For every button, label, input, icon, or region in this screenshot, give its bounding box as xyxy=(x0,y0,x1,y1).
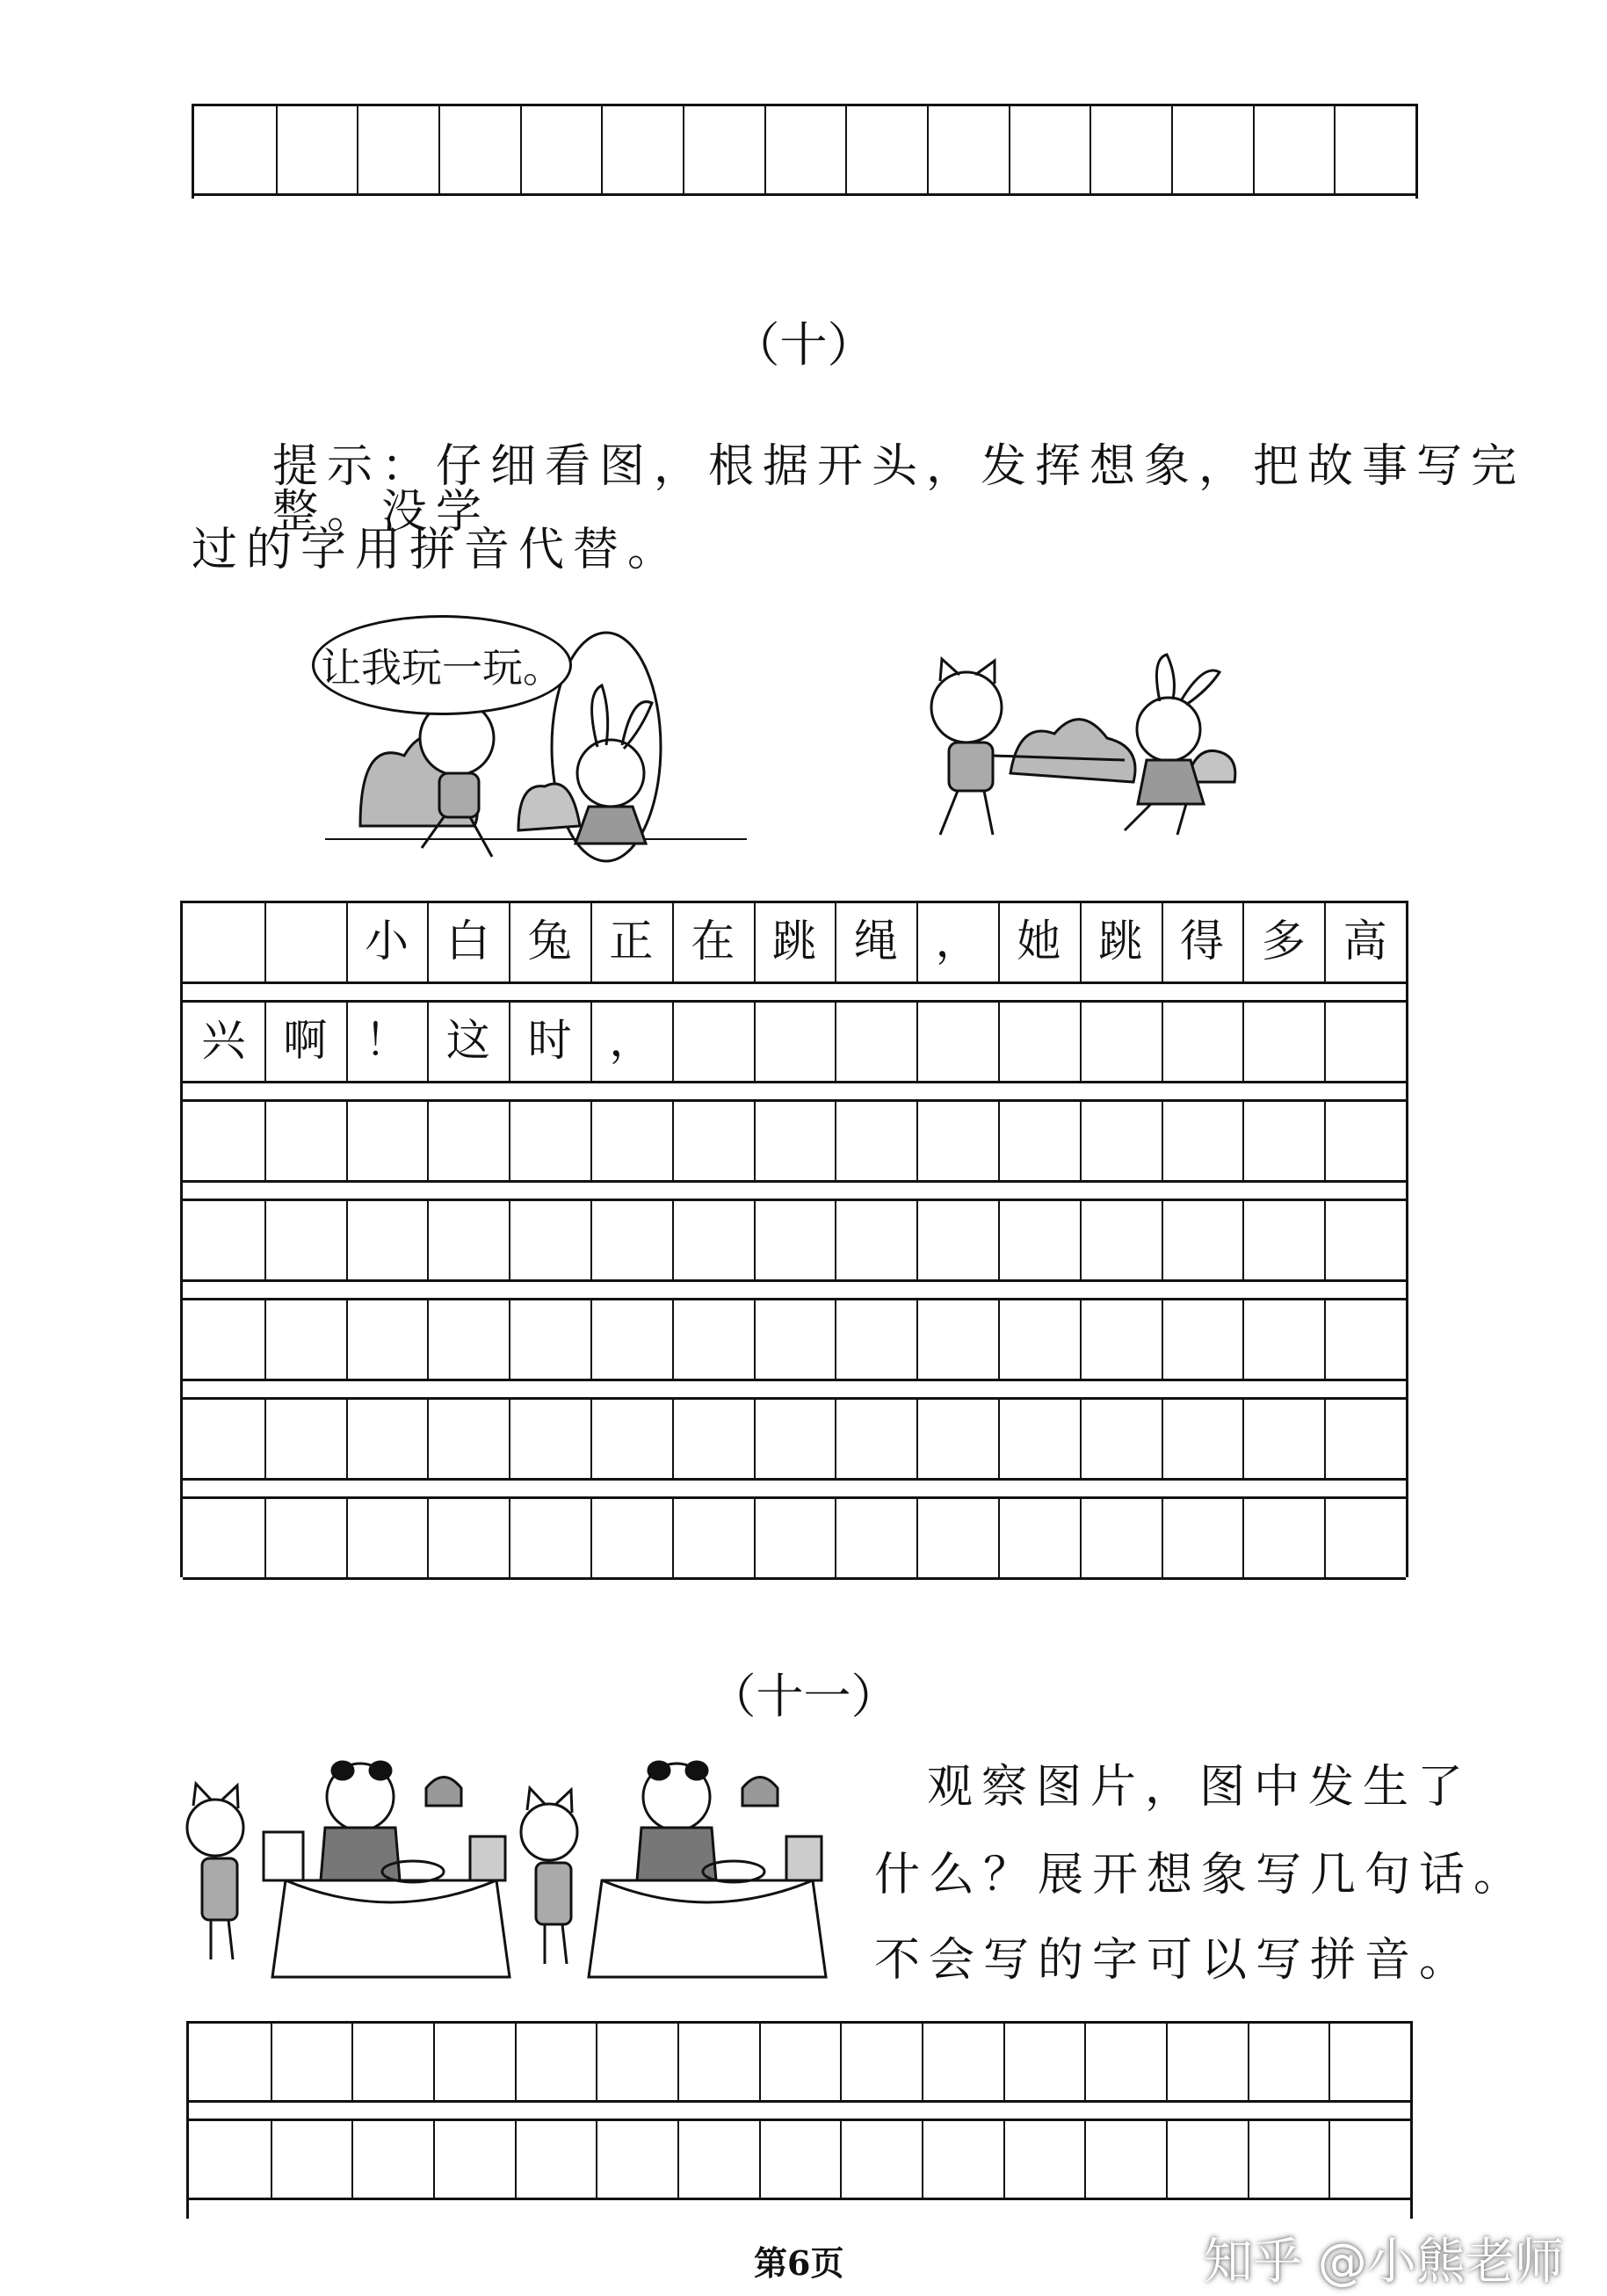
grid-cell[interactable] xyxy=(998,1099,1080,1180)
grid-cell[interactable] xyxy=(601,104,683,193)
grid-cell[interactable] xyxy=(672,1298,754,1379)
grid-cell[interactable] xyxy=(509,1298,590,1379)
grid-cell[interactable] xyxy=(264,1099,346,1180)
grid-cell[interactable] xyxy=(998,1397,1080,1478)
grid-cell[interactable] xyxy=(1324,1496,1406,1577)
grid-cell[interactable] xyxy=(1089,104,1171,193)
section-11-prompt-line2: 什么？展开想象写几句话。 xyxy=(874,1849,1529,1901)
grid-row-bottom-line xyxy=(183,1379,1406,1381)
grid-character: 多 xyxy=(1261,916,1306,967)
grid-cell[interactable] xyxy=(1171,104,1253,193)
grid-cell[interactable] xyxy=(438,104,520,193)
grid-cell[interactable] xyxy=(271,2021,352,2100)
grid-cell[interactable] xyxy=(840,2021,922,2100)
grid-cell[interactable] xyxy=(916,1496,998,1577)
grid-cell[interactable] xyxy=(916,1199,998,1279)
grid-cell[interactable] xyxy=(916,1397,998,1478)
grid-character: 兴 xyxy=(201,1015,246,1066)
grid-cell[interactable] xyxy=(1080,1496,1162,1577)
grid-cell[interactable] xyxy=(759,2119,841,2198)
grid-character: 在 xyxy=(691,916,735,967)
grid-cell[interactable] xyxy=(835,1397,916,1478)
grid-cell[interactable] xyxy=(1242,1397,1324,1478)
grid-cell[interactable] xyxy=(346,1199,428,1279)
grid-cell[interactable] xyxy=(1166,2119,1248,2198)
section-10-heading: （十） xyxy=(732,317,875,373)
grid-cell[interactable] xyxy=(346,1397,428,1478)
grid-cell[interactable] xyxy=(271,2119,352,2198)
grid-cell[interactable] xyxy=(515,2021,597,2100)
section-11-heading: （十一） xyxy=(708,1669,899,1724)
grid-cell[interactable] xyxy=(1324,1199,1406,1279)
grid-cell[interactable] xyxy=(509,1397,590,1478)
grid-cell[interactable] xyxy=(1166,2021,1248,2100)
grid-cell[interactable] xyxy=(189,2021,271,2100)
grid-cell[interactable] xyxy=(835,1298,916,1379)
grid-character: 兔 xyxy=(527,916,572,967)
writing-grid-top xyxy=(192,104,1418,199)
grid-cell[interactable] xyxy=(427,1397,509,1478)
grid-cell[interactable] xyxy=(264,1298,346,1379)
grid-cell[interactable] xyxy=(754,1298,836,1379)
grid-cell[interactable] xyxy=(433,2119,515,2198)
grid-cell[interactable] xyxy=(835,1496,916,1577)
grid-row-bottom-line xyxy=(183,1577,1406,1580)
grid-cell[interactable] xyxy=(1242,1099,1324,1180)
grid-cell[interactable] xyxy=(672,1099,754,1180)
grid-cell[interactable] xyxy=(835,1199,916,1279)
grid-cell[interactable] xyxy=(590,1496,672,1577)
grid-row-bottom-line xyxy=(183,981,1406,984)
grid-cell[interactable] xyxy=(1324,1397,1406,1478)
grid-cell[interactable] xyxy=(998,1496,1080,1577)
grid-row-bottom-line xyxy=(183,1180,1406,1183)
grid-cell[interactable] xyxy=(590,1199,672,1279)
grid-character: 跳 xyxy=(1098,916,1143,967)
grid-cell[interactable] xyxy=(590,1397,672,1478)
grid-character: 白 xyxy=(445,916,490,967)
grid-cell[interactable] xyxy=(427,1298,509,1379)
grid-cell[interactable] xyxy=(1248,2021,1329,2100)
writing-grid-section-11 xyxy=(186,2021,1413,2219)
grid-cell[interactable] xyxy=(1242,1298,1324,1379)
grid-character: ， xyxy=(609,1015,654,1066)
grid-cell[interactable] xyxy=(754,1000,836,1081)
grid-cell[interactable] xyxy=(677,2021,759,2100)
grid-cell[interactable] xyxy=(835,1000,916,1081)
cat-rabbit-tug-illustration xyxy=(887,650,1292,852)
grid-cell[interactable] xyxy=(754,1496,836,1577)
grid-cell[interactable] xyxy=(840,2119,922,2198)
grid-cell[interactable] xyxy=(509,1099,590,1180)
grid-cell[interactable] xyxy=(672,1199,754,1279)
grid-cell[interactable] xyxy=(1324,1298,1406,1379)
grid-cell[interactable] xyxy=(927,104,1009,193)
grid-row-bottom-line xyxy=(183,1478,1406,1481)
grid-cell[interactable] xyxy=(1003,2021,1085,2100)
grid-cell[interactable] xyxy=(1003,2119,1085,2198)
grid-cell[interactable] xyxy=(346,1496,428,1577)
grid-cell[interactable] xyxy=(998,1000,1080,1081)
grid-cell[interactable] xyxy=(1162,1000,1243,1081)
grid-cell[interactable] xyxy=(1328,2119,1410,2198)
grid-cell[interactable] xyxy=(1324,1000,1406,1081)
grid-cell[interactable] xyxy=(509,1199,590,1279)
grid-cell[interactable] xyxy=(1248,2119,1329,2198)
grid-character: ！ xyxy=(364,1015,409,1066)
grid-character: 这 xyxy=(445,1015,490,1066)
grid-cell[interactable] xyxy=(351,2119,433,2198)
grid-cell[interactable] xyxy=(764,104,846,193)
grid-character: 正 xyxy=(609,916,654,967)
grid-cell[interactable] xyxy=(759,2021,841,2100)
grid-cell[interactable] xyxy=(264,1496,346,1577)
section-11-prompt-line3: 不会写的字可以写拼音。 xyxy=(874,1934,1474,1987)
page-number: 第6页 xyxy=(754,2243,844,2283)
grid-cell[interactable] xyxy=(596,2021,677,2100)
writing-grid-section-10 xyxy=(180,901,1408,1577)
grid-cell[interactable] xyxy=(264,1397,346,1478)
grid-cell[interactable] xyxy=(1084,2021,1166,2100)
grid-cell[interactable] xyxy=(346,1099,428,1180)
grid-row-bottom-line xyxy=(183,1081,1406,1083)
grid-character: 高 xyxy=(1343,916,1387,967)
grid-row-bottom-line xyxy=(183,1279,1406,1282)
grid-cell[interactable] xyxy=(1162,1099,1243,1180)
grid-cell[interactable] xyxy=(509,1496,590,1577)
grid-cell[interactable] xyxy=(183,1099,264,1180)
section-10-prompt-line1: 提示：仔细看图，根据开头，发挥想象，把故事写完整。没学 xyxy=(272,440,1526,539)
grid-cell[interactable] xyxy=(754,1099,836,1180)
grid-cell[interactable] xyxy=(351,2021,433,2100)
grid-cell[interactable] xyxy=(515,2119,597,2198)
grid-cell[interactable] xyxy=(346,1298,428,1379)
grid-cell[interactable] xyxy=(1080,1199,1162,1279)
grid-cell[interactable] xyxy=(845,104,927,193)
grid-row-bottom-line xyxy=(189,2100,1410,2103)
grid-character: 跳 xyxy=(771,916,816,967)
grid-cell[interactable] xyxy=(835,1099,916,1180)
grid-cell[interactable] xyxy=(672,1496,754,1577)
grid-cell[interactable] xyxy=(683,104,764,193)
grid-cell[interactable] xyxy=(1009,104,1090,193)
grid-cell[interactable] xyxy=(1242,1199,1324,1279)
grid-row-bottom-line xyxy=(194,193,1415,196)
grid-cell[interactable] xyxy=(1242,1496,1324,1577)
grid-character: ， xyxy=(935,916,980,967)
grid-cell[interactable] xyxy=(672,1397,754,1478)
section-10-prompt-line2: 过的字用拼音代替。 xyxy=(192,524,683,576)
grid-cell[interactable] xyxy=(1080,1397,1162,1478)
grid-cell[interactable] xyxy=(520,104,602,193)
grid-character: 绳 xyxy=(853,916,898,967)
grid-cell[interactable] xyxy=(1253,104,1335,193)
grid-cell[interactable] xyxy=(189,2119,271,2198)
grid-cell[interactable] xyxy=(264,901,346,981)
grid-cell[interactable] xyxy=(1328,2021,1410,2100)
grid-cell[interactable] xyxy=(1162,1496,1243,1577)
grid-cell[interactable] xyxy=(1084,2119,1166,2198)
grid-cell[interactable] xyxy=(433,2021,515,2100)
grid-row-bottom-line xyxy=(189,2198,1410,2200)
grid-cell[interactable] xyxy=(922,2021,1003,2100)
grid-cell[interactable] xyxy=(754,1199,836,1279)
grid-cell[interactable] xyxy=(754,1397,836,1478)
grid-cell[interactable] xyxy=(183,1397,264,1478)
grid-cell[interactable] xyxy=(183,901,264,981)
grid-cell[interactable] xyxy=(590,1099,672,1180)
grid-character: 啊 xyxy=(283,1015,328,1066)
panda-cat-table-illustration xyxy=(180,1749,870,1990)
grid-cell[interactable] xyxy=(590,1298,672,1379)
grid-cell[interactable] xyxy=(183,1496,264,1577)
grid-cell[interactable] xyxy=(1324,1099,1406,1180)
section-11-prompt-line1: 观察图片，图中发生了 xyxy=(927,1761,1473,1814)
grid-cell[interactable] xyxy=(672,1000,754,1081)
grid-cell[interactable] xyxy=(183,1298,264,1379)
grid-cell[interactable] xyxy=(916,1099,998,1180)
grid-cell[interactable] xyxy=(998,1199,1080,1279)
grid-character: 得 xyxy=(1179,916,1224,967)
grid-cell[interactable] xyxy=(1162,1397,1243,1478)
grid-cell[interactable] xyxy=(1162,1298,1243,1379)
grid-cell[interactable] xyxy=(916,1000,998,1081)
grid-cell[interactable] xyxy=(922,2119,1003,2198)
grid-cell[interactable] xyxy=(427,1099,509,1180)
grid-cell[interactable] xyxy=(677,2119,759,2198)
grid-cell[interactable] xyxy=(1080,1000,1162,1081)
grid-cell[interactable] xyxy=(357,104,438,193)
grid-cell[interactable] xyxy=(427,1199,509,1279)
grid-character: 时 xyxy=(527,1015,572,1066)
grid-cell[interactable] xyxy=(1334,104,1415,193)
grid-cell[interactable] xyxy=(1080,1099,1162,1180)
grid-cell[interactable] xyxy=(1080,1298,1162,1379)
grid-cell[interactable] xyxy=(916,1298,998,1379)
grid-cell[interactable] xyxy=(194,104,276,193)
grid-character: 她 xyxy=(1017,916,1061,967)
grid-cell[interactable] xyxy=(183,1199,264,1279)
grid-cell[interactable] xyxy=(1242,1000,1324,1081)
grid-cell[interactable] xyxy=(998,1298,1080,1379)
grid-cell[interactable] xyxy=(276,104,358,193)
grid-cell[interactable] xyxy=(1162,1199,1243,1279)
speech-bubble: 让我玩一玩。 xyxy=(312,615,572,715)
grid-cell[interactable] xyxy=(264,1199,346,1279)
grid-cell[interactable] xyxy=(596,2119,677,2198)
grid-character: 小 xyxy=(364,916,409,967)
grid-cell[interactable] xyxy=(427,1496,509,1577)
watermark: 知乎 @小熊老师 xyxy=(1204,2234,1564,2291)
